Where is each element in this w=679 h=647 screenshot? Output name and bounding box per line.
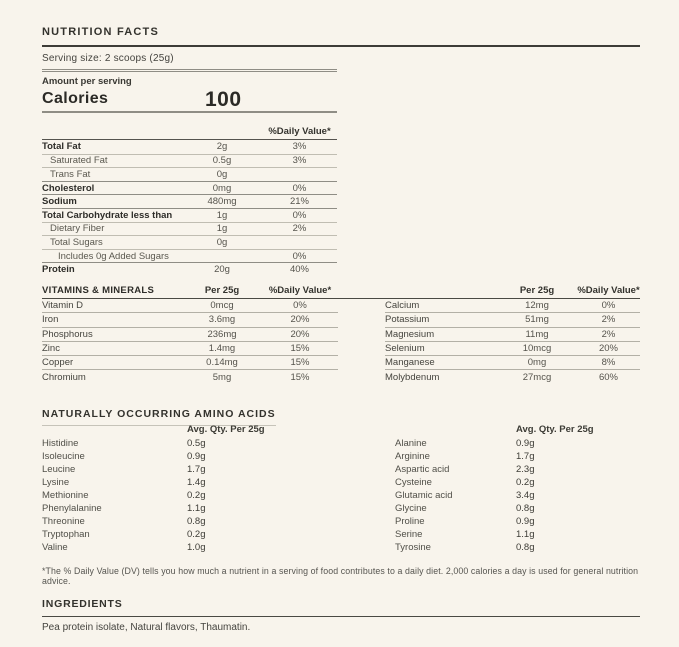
table-row: Zinc 1.4mg 15% bbox=[42, 342, 338, 356]
list-item: Valine 1.0g bbox=[42, 542, 206, 553]
serving-size-text: Serving size: 2 scoops (25g) bbox=[42, 53, 174, 64]
table-row: Total Carbohydrate less than 1g 0% bbox=[42, 208, 337, 222]
amino-acids-title: NATURALLY OCCURRING AMINO ACIDS bbox=[42, 408, 276, 426]
list-item: Tyrosine 0.8g bbox=[395, 542, 535, 553]
vitamins-right-column bbox=[385, 299, 640, 385]
list-item: Isoleucine 0.9g bbox=[42, 451, 206, 462]
table-row: Vitamin D 0mcg 0% bbox=[42, 299, 338, 313]
list-item: Serine 1.1g bbox=[395, 529, 535, 540]
ingredients-title: INGREDIENTS bbox=[42, 598, 640, 617]
list-item: Arginine 1.7g bbox=[395, 451, 535, 462]
list-item: Lysine 1.4g bbox=[42, 477, 206, 488]
table-row: Selenium 10mcg 20% bbox=[385, 342, 640, 356]
table-row: Chromium 5mg 15% bbox=[42, 372, 310, 384]
list-item: Cysteine 0.2g bbox=[395, 477, 535, 488]
nutrition-table bbox=[42, 124, 337, 276]
list-item: Leucine 1.7g bbox=[42, 464, 206, 475]
daily-value-header-left: %Daily Value* bbox=[268, 285, 332, 296]
daily-value-header-right: %Daily Value* bbox=[577, 285, 640, 296]
table-row: Protein 20g 40% bbox=[42, 262, 337, 276]
list-item: Glycine 0.8g bbox=[395, 503, 535, 514]
table-row: Molybdenum 27mcg 60% bbox=[385, 372, 618, 384]
list-item: Methionine 0.2g bbox=[42, 490, 206, 501]
ingredients-text: Pea protein isolate, Natural flavors, Thaumatin. bbox=[42, 622, 251, 633]
list-item: Phenylalanine 1.1g bbox=[42, 503, 206, 514]
table-row: Calcium 12mg 0% bbox=[385, 299, 640, 313]
table-row: Phosphorus 236mg 20% bbox=[42, 328, 338, 342]
table-row: Total Sugars 0g bbox=[42, 235, 337, 249]
table-row: Trans Fat 0g bbox=[42, 167, 337, 181]
per-25g-header-left: Per 25g bbox=[204, 285, 240, 296]
table-row: Manganese 0mg 8% bbox=[385, 356, 640, 370]
label-title: NUTRITION FACTS bbox=[42, 26, 640, 47]
list-item: Aspartic acid 2.3g bbox=[395, 464, 535, 475]
amount-per-serving-divider bbox=[42, 69, 337, 72]
calories-underline bbox=[42, 111, 337, 113]
daily-value-header: %Daily Value* bbox=[268, 126, 331, 137]
list-item: Histidine 0.5g bbox=[42, 438, 206, 449]
vitamins-left-column bbox=[42, 299, 338, 385]
per-25g-header-right: Per 25g bbox=[519, 285, 555, 296]
list-item: Threonine 0.8g bbox=[42, 516, 206, 527]
table-row: Dietary Fiber 1g 2% bbox=[42, 222, 337, 236]
calories-value: 100 bbox=[205, 88, 242, 111]
calories-label: Calories bbox=[42, 90, 109, 107]
table-row: Iron 3.6mg 20% bbox=[42, 313, 338, 327]
amino-acids-left-column bbox=[42, 437, 332, 554]
list-item: Glutamic acid 3.4g bbox=[395, 490, 535, 501]
vitamins-minerals-section bbox=[42, 283, 640, 385]
calories-row bbox=[42, 88, 337, 111]
list-item: Alanine 0.9g bbox=[395, 438, 535, 449]
vitamins-title: VITAMINS & MINERALS bbox=[42, 285, 155, 296]
amount-per-serving-label: Amount per serving bbox=[42, 76, 132, 87]
table-row: Sodium 480mg 21% bbox=[42, 194, 337, 208]
avg-qty-header-left: Avg. Qty. Per 25g bbox=[187, 424, 265, 435]
table-row: Magnesium 11mg 2% bbox=[385, 328, 640, 342]
vitamins-header-row bbox=[42, 283, 640, 299]
amino-acids-right-column bbox=[395, 437, 640, 554]
list-item: Tryptophan 0.2g bbox=[42, 529, 206, 540]
table-row: Copper 0.14mg 15% bbox=[42, 356, 338, 370]
table-row: Includes 0g Added Sugars 0% bbox=[42, 249, 337, 263]
nutrition-table-header bbox=[42, 124, 337, 140]
table-row: Cholesterol 0mg 0% bbox=[42, 181, 337, 195]
table-row: Saturated Fat 0.5g 3% bbox=[42, 154, 337, 168]
avg-qty-header-right: Avg. Qty. Per 25g bbox=[516, 424, 594, 435]
table-row: Total Fat 2g 3% bbox=[42, 141, 307, 153]
table-row: Potassium 51mg 2% bbox=[385, 313, 640, 327]
daily-value-footnote: *The % Daily Value (DV) tells you how much a nutrient in a serving of food contributes to a daily diet. 2,000 calories a day is used for general nutrition advice. bbox=[42, 566, 639, 586]
list-item: Proline 0.9g bbox=[395, 516, 535, 527]
